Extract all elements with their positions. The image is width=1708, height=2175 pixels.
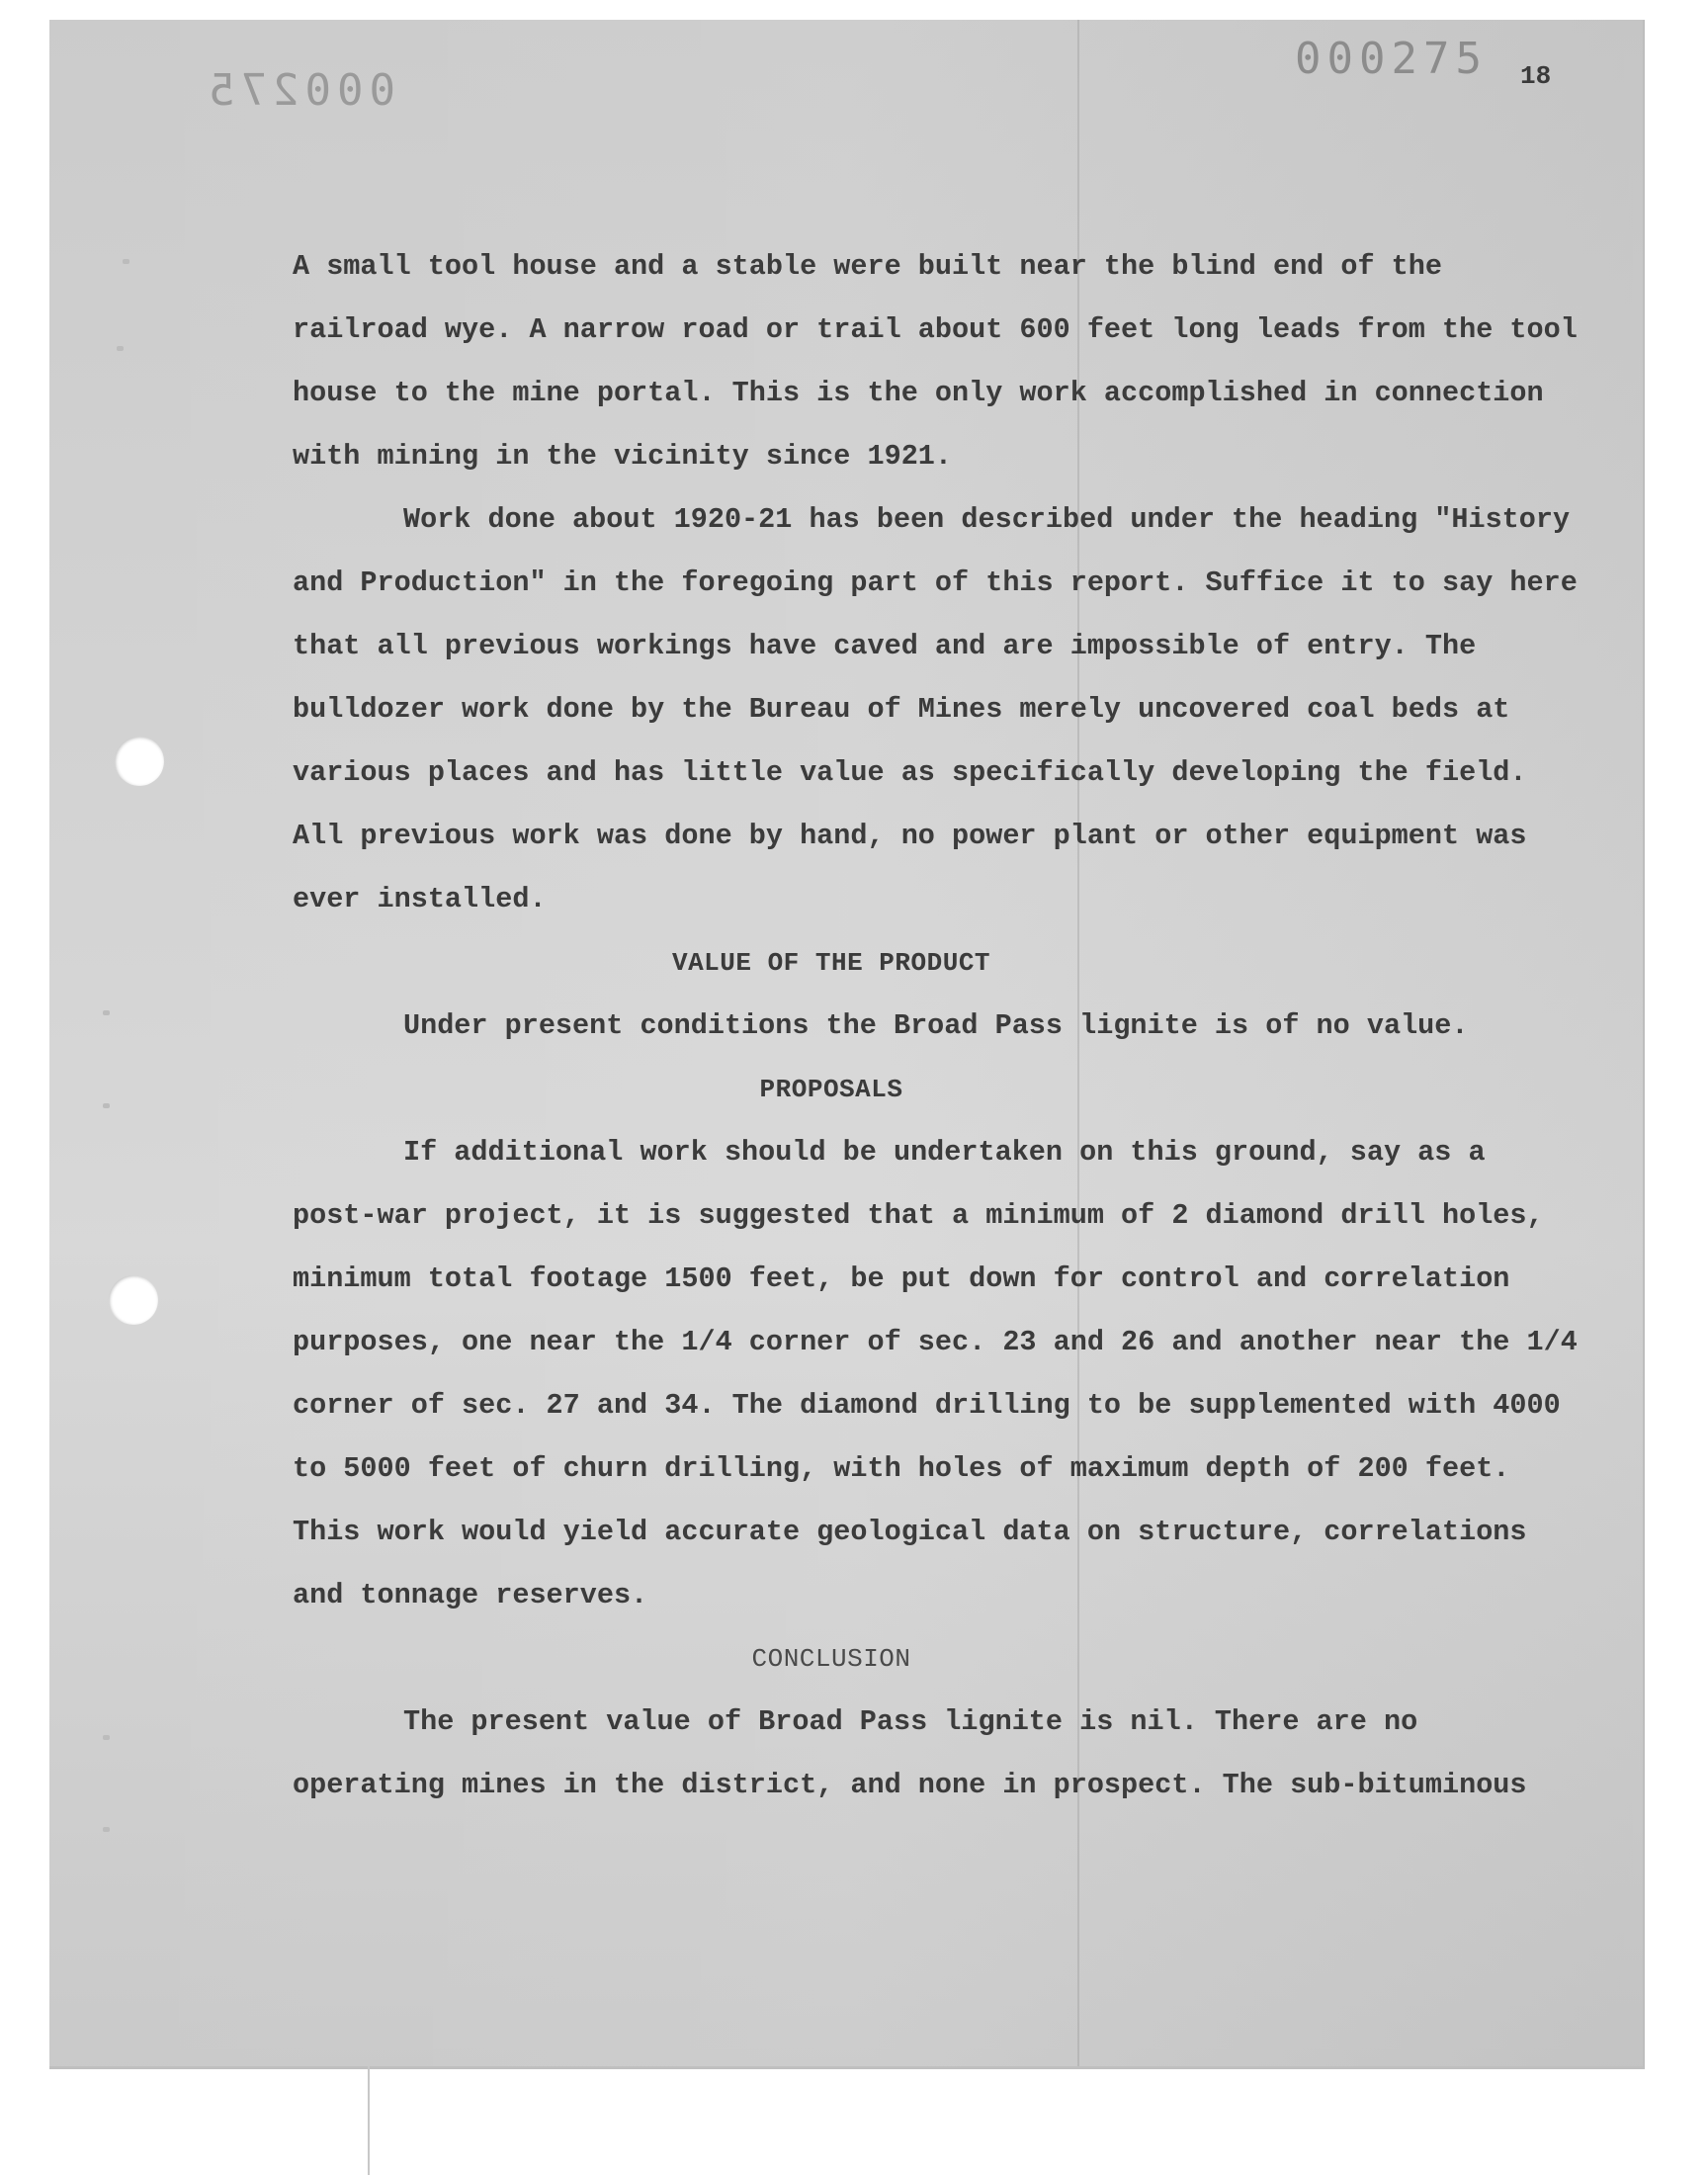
margin-mark [103, 1735, 110, 1740]
paragraph-value: Under present conditions the Broad Pass lignite is of no value. [403, 1009, 1469, 1042]
document-body [293, 235, 1578, 1817]
paragraph-proposals: If additional work should be undertaken on this ground, say as a post-war project, it is suggested that a minimum of 2 diamond drill holes, minimum total footage 1500 feet, be put down for control and correlation purposes, one near the 1/4 corner of sec. 23 and 26 and another near the 1/4 corner of sec. 27 and 34. The diamond drilling to be supplemented with 4000 to 5000 feet of churn drilling, with holes of maximum depth of 200 feet. This work would yield accurate geological data on structure, correlations and tonnage reserves. [293, 1136, 1578, 1611]
margin-mark [103, 1010, 110, 1015]
heading-value-of-product: VALUE OF THE PRODUCT [671, 948, 991, 978]
margin-mark [103, 1103, 110, 1108]
mirrored-bates-stamp: 000275 [203, 65, 395, 116]
page-number: 18 [1520, 61, 1552, 91]
margin-mark [117, 346, 124, 351]
heading-proposals: PROPOSALS [759, 1075, 903, 1104]
heading-conclusion: CONCLUSION [751, 1644, 911, 1674]
bates-stamp: 000275 [1295, 34, 1488, 84]
margin-mark [103, 1827, 110, 1832]
paragraph-conclusion: The present value of Broad Pass lignite is nil. There are no operating mines in the district, and none in prospect. The sub-bituminous [293, 1705, 1527, 1801]
paragraph-tool-house: A small tool house and a stable were built near the blind end of the railroad wye. A narrow road or trail about 600 feet long leads from the tool house to the mine portal. This is the only work accomplished in connection with mining in the vicinity since 1921. [293, 250, 1578, 473]
punch-hole-lower [109, 1275, 158, 1325]
paragraph-previous-work: Work done about 1920-21 has been described under the heading "History and Production" in the foregoing part of this report. Suffice it to say here that all previous workings have caved and are impossible of entry. The bulldozer work done by the Bureau of Mines merely uncovered coal beds at various places and has little value as specifically developing the field. All previous work was done by hand, no power plant or other equipment was ever installed. [293, 503, 1578, 915]
page-edge-line [368, 2066, 370, 2175]
margin-mark [123, 259, 129, 264]
punch-hole-upper [115, 737, 164, 786]
